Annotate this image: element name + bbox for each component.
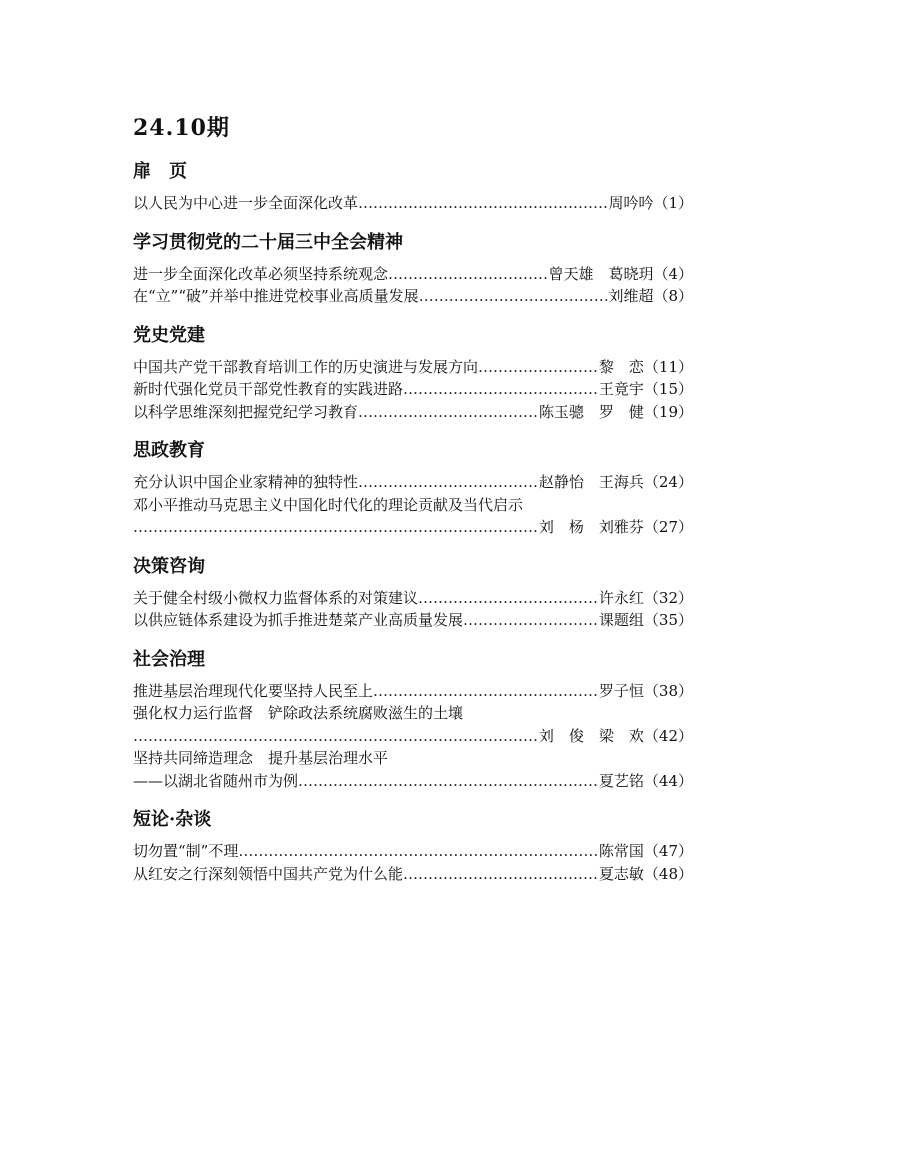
entry-page: （32） — [643, 588, 693, 607]
section-social-governance — [133, 646, 693, 793]
section-short-essays — [133, 806, 693, 885]
entry-title: 以供应链体系建设为抓手推进楚菜产业高质量发展 — [133, 611, 464, 629]
entry-page: （4） — [653, 264, 693, 283]
entry-page: （24） — [643, 473, 693, 491]
section-policy-consulting — [133, 553, 693, 632]
section-title: 短论·杂谈 — [133, 809, 212, 830]
section-title: 决策咨询 — [133, 555, 205, 577]
entry-page: （35） — [643, 611, 693, 629]
section-preface — [133, 158, 693, 215]
entry-author: 刘 杨 刘雅芬 — [538, 518, 644, 536]
entry-author: 许永红 — [598, 588, 644, 607]
toc-entry[interactable] — [133, 770, 693, 793]
entry-page: （44） — [643, 771, 693, 790]
entry-title-line1[interactable]: 邓小平推动马克思主义中国化时代化的理论贡献及当代启示 — [133, 495, 524, 514]
entry-author: 周吟吟 — [608, 194, 654, 212]
entry-title: 中国共产党干部教育培训工作的历史演进与发展方向 — [133, 357, 479, 376]
toc-entry[interactable] — [133, 863, 693, 886]
entry-title: 从红安之行深刻领悟中国共产党为什么能 — [133, 864, 404, 883]
entry-title: 切勿置“制”不理 — [133, 842, 239, 860]
entry-page: （27） — [643, 518, 693, 536]
section-title: 党史党建 — [133, 324, 205, 346]
entry-author: 黎 恋 — [598, 357, 644, 376]
entry-author: 刘 俊 梁 欢 — [538, 726, 644, 745]
toc-entry[interactable] — [133, 680, 693, 703]
section-plenum — [133, 229, 693, 308]
entry-author: 曾天雄 葛晓玥 — [548, 264, 654, 283]
entry-author: 课题组 — [598, 611, 644, 629]
entry-page: （42） — [643, 726, 693, 745]
entry-title: 进一步全面深化改革必须坚持系统观念 — [133, 264, 389, 283]
section-title: 社会治理 — [133, 648, 205, 670]
entry-author: 夏艺铭 — [598, 771, 644, 790]
toc-entry[interactable] — [133, 471, 693, 494]
toc-entry[interactable] — [133, 840, 693, 863]
entry-title-line1[interactable]: 强化权力运行监督 铲除政法系统腐败滋生的土壤 — [133, 704, 464, 722]
section-party-history — [133, 322, 693, 424]
entry-title: 关于健全村级小微权力监督体系的对策建议 — [133, 588, 419, 607]
entry-title: 以人民为中心进一步全面深化改革 — [133, 194, 359, 212]
toc-entry[interactable] — [133, 725, 693, 748]
toc-entry[interactable] — [133, 356, 693, 379]
toc-entry[interactable] — [133, 285, 693, 308]
entry-page: （15） — [643, 380, 693, 398]
entry-author: 夏志敏 — [598, 864, 644, 883]
entry-title: ——以湖北省随州市为例 — [133, 771, 299, 790]
entry-page: （38） — [643, 681, 693, 700]
toc-entry[interactable] — [133, 587, 693, 610]
section-title: 思政教育 — [133, 440, 205, 461]
toc-entry[interactable] — [133, 192, 693, 215]
entry-title: 推进基层治理现代化要坚持人民至上 — [133, 681, 374, 700]
entry-page: （19） — [643, 402, 693, 421]
entry-title: 新时代强化党员干部党性教育的实践进路 — [133, 380, 404, 398]
entry-page: （47） — [643, 842, 693, 860]
issue-title: 24.10期 — [133, 115, 230, 141]
entry-author: 陈玉骢 罗 健 — [538, 402, 644, 421]
toc-entry[interactable] — [133, 401, 693, 424]
entry-author: 陈常国 — [598, 842, 644, 860]
section-title: 学习贯彻党的二十届三中全会精神 — [133, 231, 403, 253]
toc-entry[interactable] — [133, 263, 693, 286]
entry-page: （48） — [643, 864, 693, 883]
entry-author: 罗子恒 — [598, 681, 644, 700]
section-ideological-education — [133, 437, 693, 539]
toc-entry[interactable] — [133, 609, 693, 632]
section-title: 扉 页 — [133, 161, 187, 182]
table-of-contents — [133, 112, 693, 885]
entry-author: 刘维超 — [608, 287, 654, 305]
entry-title: 在“立”“破”并举中推进党校事业高质量发展 — [133, 287, 419, 305]
toc-entry[interactable] — [133, 378, 693, 401]
entry-page: （8） — [653, 287, 693, 305]
entry-author: 王竟宇 — [598, 380, 644, 398]
entry-title: 以科学思维深刻把握党纪学习教育 — [133, 402, 359, 421]
entry-title-line1[interactable]: 坚持共同缔造理念 提升基层治理水平 — [133, 749, 389, 767]
entry-page: （11） — [643, 357, 693, 376]
toc-entry[interactable] — [133, 516, 693, 539]
entry-title: 充分认识中国企业家精神的独特性 — [133, 473, 359, 491]
entry-page: （1） — [653, 194, 693, 212]
entry-author: 赵静怡 王海兵 — [538, 473, 644, 491]
